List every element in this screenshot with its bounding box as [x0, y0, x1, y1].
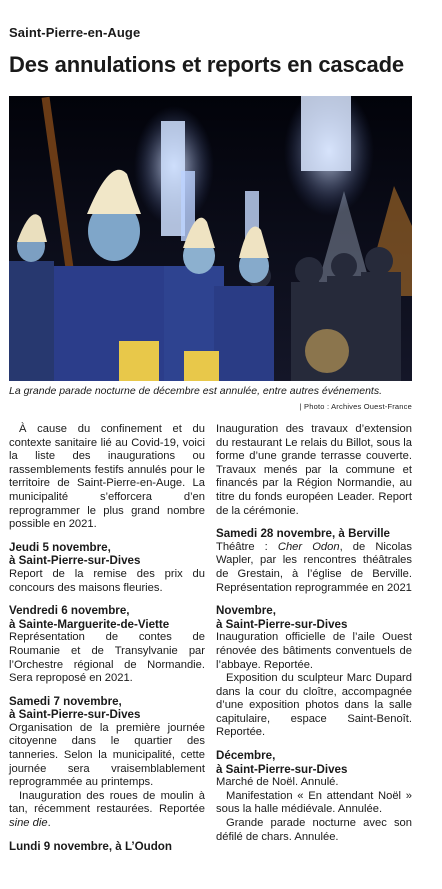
event-text: Inauguration officielle de l’aile Ouest rénovée des bâtiments conventuels de l’abbaye. Reportée. [216, 631, 412, 671]
event-section [216, 604, 412, 740]
event-text: Inauguration des roues de moulin à tan, récemment restaurées. Reportée sine die. [9, 789, 205, 830]
event-text: Théâtre : Cher Odon, de Nicolas Wapler, par les rencontres théâtrales de Grestain, à l’église de Berville. Représentation reprogrammée en 2021 [216, 540, 412, 594]
event-text: Grande parade nocturne avec son défilé de chars. Annulée. [216, 817, 412, 843]
event-heading: Novembre, [216, 604, 276, 618]
event-heading-place: à Sainte-Marguerite-de-Viette [9, 617, 170, 631]
event-heading: Samedi 28 novembre, à Berville [216, 527, 390, 541]
event-section [9, 695, 205, 831]
event-section [9, 604, 205, 686]
parade-photo-illustration [9, 96, 412, 381]
article-column-right [216, 423, 412, 844]
event-text: Manifestation « En attendant Noël » sous la halle médiévale. Annulée. [216, 789, 412, 816]
event-text: Représentation de contes de Roumanie et de Transylvanie par l’Orchestre régional de Normandie. Sera reproposé en 2021. [9, 631, 205, 685]
article-column-left [9, 423, 205, 853]
event-heading-place: à Saint-Pierre-sur-Dives [9, 708, 141, 722]
event-heading: Jeudi 5 novembre, [9, 540, 111, 554]
event-heading-place: à Saint-Pierre-sur-Dives [216, 617, 348, 631]
photo-credit: | Photo : Archives Ouest-France [299, 402, 412, 411]
event-text: Report de la remise des prix du concours des maisons fleuries. [9, 567, 205, 594]
event-section [9, 541, 205, 595]
event-heading-place: à Saint-Pierre-sur-Dives [216, 762, 348, 776]
photo-caption: La grande parade nocturne de décembre est annulée, entre autres événements. [9, 385, 383, 397]
event-text: Inauguration des travaux d’extension du restaurant Le relais du Billot, sous la forme d’une grande terrasse couverte. Travaux menés par la commune et financés par la Région Normandie, au titre du fonds européen Leader. Report de la cérémonie. [216, 423, 412, 517]
event-heading: Samedi 7 novembre, [9, 694, 122, 708]
kicker: Saint-Pierre-en-Auge [9, 25, 141, 40]
event-text: Organisation de la première journée citoyenne dans le quartier des tanneries. Selon la municipalité, cette journée sera vraisemblablement reprogrammée au printemps. [9, 721, 205, 789]
event-section [9, 840, 205, 854]
event-heading: Vendredi 6 novembre, [9, 604, 130, 618]
headline: Des annulations et reports en cascade [9, 52, 404, 77]
event-heading: Lundi 9 novembre, à L’Oudon [9, 839, 172, 853]
event-heading-place: à Saint-Pierre-sur-Dives [9, 554, 141, 568]
article-photo [9, 96, 412, 381]
event-section [216, 749, 412, 844]
event-heading: Décembre, [216, 749, 276, 763]
event-section [216, 527, 412, 595]
event-text: Exposition du sculpteur Marc Dupard dans la cour du cloître, accompagnée d’une exposition photos dans la salle capitulaire, espace Saint-Benoît. Reportée. [216, 672, 412, 739]
intro-paragraph: À cause du confinement et du contexte sanitaire lié au Covid-19, voici la liste des inaugurations ou rassemblements festifs annulés pour le territoire de Saint-Pierre-en-Auge. La municipalité s’efforcera d’en reprogrammer le plus grand nombre possible en 2021. [9, 423, 205, 531]
event-text: Marché de Noël. Annulé. [216, 776, 339, 789]
